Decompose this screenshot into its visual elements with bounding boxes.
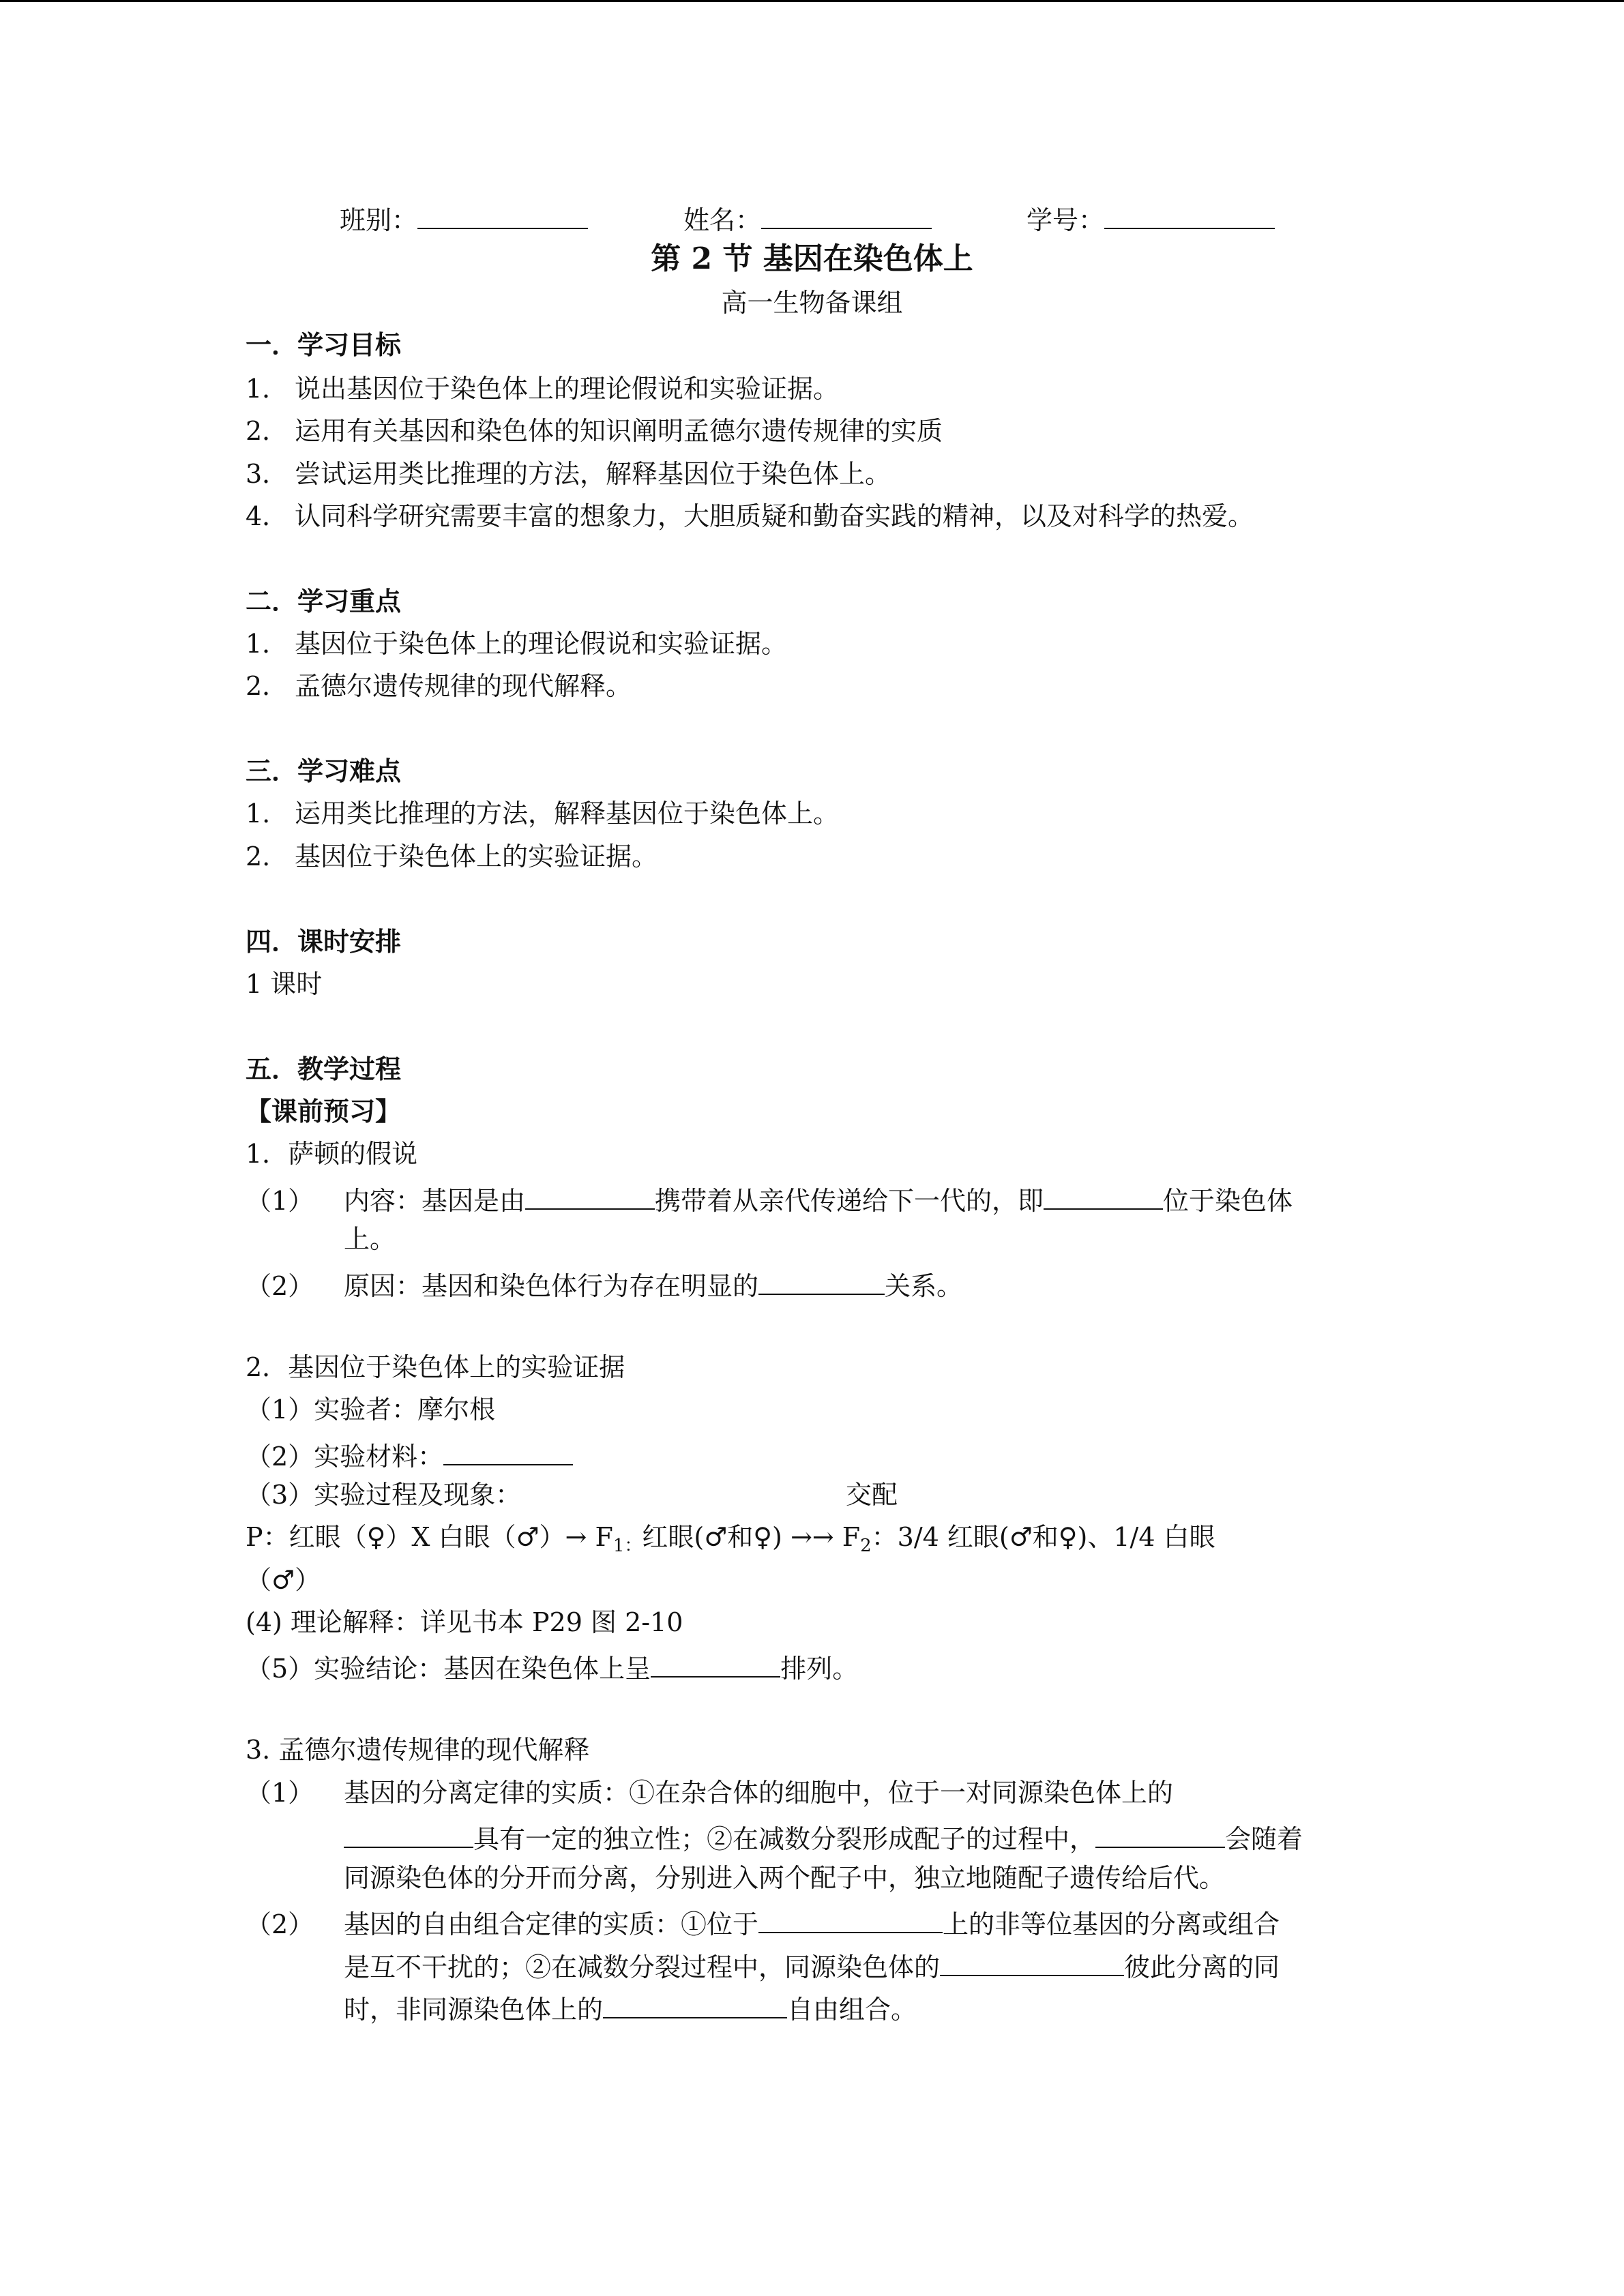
question-line: （3）实验过程及现象： [246, 1480, 522, 1510]
question-line: （5）实验结论：基因在染色体上呈 排列。 [246, 1652, 858, 1682]
fill-blank[interactable] [758, 1269, 885, 1295]
name-blank[interactable] [761, 203, 932, 229]
list-item: 2． 孟德尔遗传规律的现代解释。 [246, 671, 632, 701]
list-item: 2. 基因位于染色体上的实验证据。 [246, 841, 658, 871]
cross-line: （♂） [246, 1565, 321, 1595]
header-id: 学号： [1027, 203, 1275, 233]
sub-heading: 【课前预习】 [246, 1096, 402, 1127]
question-line: 同源染色体的分开而分离，分别进入两个配子中，独立地随配子遗传给后代。 [344, 1863, 1226, 1893]
section-content: 1 课时 [246, 969, 323, 999]
question-line: (4) 理论解释：详见书本 P29 图 2-10 [246, 1607, 683, 1637]
question-line: 时，非同源染色体上的 自由组合。 [344, 1993, 917, 2023]
question-line: 是互不干扰的；②在减数分裂过程中，同源染色体的 彼此分离的同 [344, 1950, 1280, 1980]
list-item: 2． 运用有关基因和染色体的知识阐明孟德尔遗传规律的实质 [246, 416, 943, 446]
class-blank[interactable] [417, 203, 588, 229]
fill-blank[interactable] [651, 1652, 780, 1678]
question-line: 具有一定的独立性；②在减数分裂形成配子的过程中， 会随着 [344, 1822, 1303, 1852]
question-title: 2．基因位于染色体上的实验证据 [246, 1352, 625, 1382]
mating-label: 交配 [846, 1480, 898, 1510]
page-top-border [0, 0, 1624, 2]
question-title: 1．萨顿的假说 [246, 1139, 418, 1169]
page-title: 第 2 节 基因在染色体上 [651, 241, 973, 276]
section-heading: 一．学习目标 [246, 329, 402, 360]
fill-blank[interactable] [603, 1993, 787, 2018]
question-title: 3. 孟德尔遗传规律的现代解释 [246, 1735, 590, 1765]
fill-blank[interactable] [940, 1950, 1124, 1976]
fill-blank[interactable] [1095, 1822, 1225, 1848]
fill-blank[interactable] [758, 1907, 943, 1933]
header-name: 姓名： [683, 203, 932, 233]
list-item: 1． 说出基因位于染色体上的理论假说和实验证据。 [246, 374, 840, 404]
fill-blank[interactable] [1044, 1184, 1163, 1210]
section-heading: 二．学习重点 [246, 586, 402, 616]
page-subtitle: 高一生物备课组 [721, 288, 903, 318]
fill-blank[interactable] [525, 1184, 655, 1210]
header-class: 班别： [340, 203, 588, 233]
section-heading: 三．学习难点 [246, 756, 402, 786]
cross-line: P：红眼（♀）X 白眼（♂）→ $F_{1:}$红眼(♂和♀) →→ $F_2$：3/4 红眼(♂和♀)、1/4 白眼 [246, 1522, 1215, 1556]
question-line: （2） 原因：基因和染色体行为存在明显的 关系。 [246, 1269, 962, 1299]
question-line: 上。 [344, 1224, 396, 1254]
list-item: 1． 基因位于染色体上的理论假说和实验证据。 [246, 629, 788, 659]
question-line: （2）实验材料： [246, 1440, 573, 1470]
fill-blank[interactable] [443, 1440, 573, 1465]
fill-blank[interactable] [344, 1822, 473, 1848]
list-item: 4． 认同科学研究需要丰富的想象力，大胆质疑和勤奋实践的精神，以及对科学的热爱。 [246, 501, 1254, 531]
id-blank[interactable] [1104, 203, 1275, 229]
question-line: （2） 基因的自由组合定律的实质：①位于 上的非等位基因的分离或组合 [246, 1907, 1280, 1937]
question-line: （1）实验者：摩尔根 [246, 1395, 496, 1425]
list-item: 3． 尝试运用类比推理的方法，解释基因位于染色体上。 [246, 459, 891, 489]
question-line: （1） 内容：基因是由 携带着从亲代传递给下一代的，即 位于染色体 [246, 1184, 1293, 1214]
section-heading: 五．教学过程 [246, 1054, 402, 1084]
section-heading: 四．课时安排 [246, 926, 402, 957]
list-item: 1. 运用类比推理的方法，解释基因位于染色体上。 [246, 799, 840, 829]
question-line: （1） 基因的分离定律的实质：①在杂合体的细胞中，位于一对同源染色体上的 [246, 1778, 1174, 1808]
